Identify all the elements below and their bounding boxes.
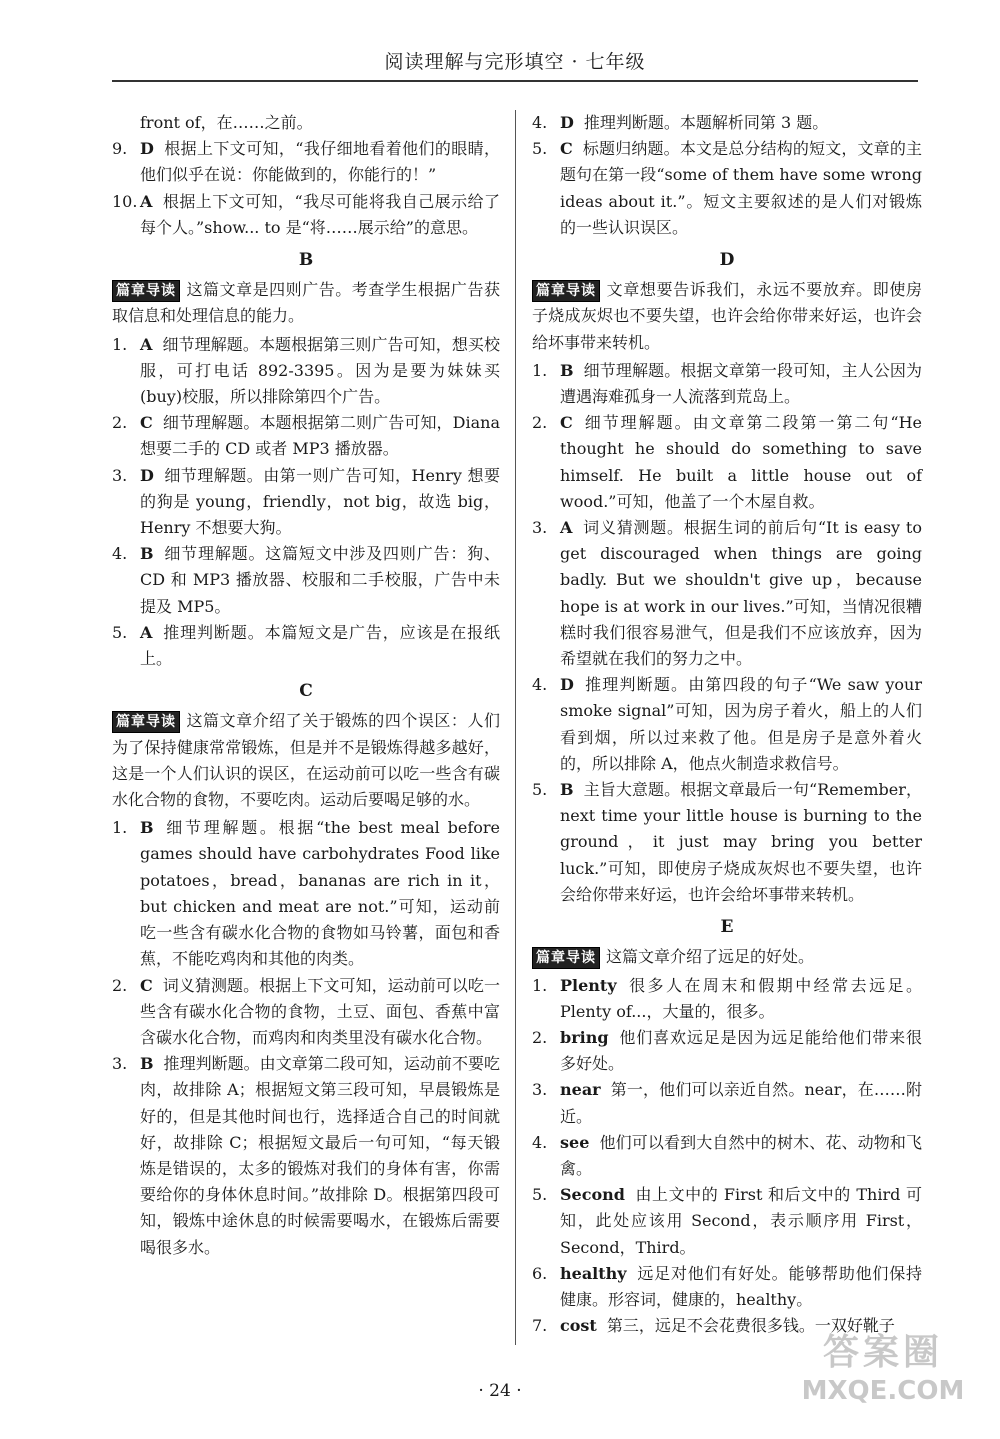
- answer-item: [532, 1025, 922, 1077]
- answer-item: [112, 815, 500, 972]
- answer-item: [532, 1261, 922, 1313]
- guide-badge: 篇章导读: [532, 280, 600, 302]
- item-answer: see: [560, 1132, 590, 1152]
- items-e: [532, 973, 922, 1340]
- guide-text: 这篇文章介绍了关于锻炼的四个误区：人们为了保持健康常常锻炼，但是并不是锻炼得越多越好，这是一个人们认识的误区，在运动前可以吃一些含有碳水化合物的食物，不要吃肉。运动后要喝足够的水。: [112, 711, 500, 810]
- answer-item: [532, 136, 922, 241]
- item-explanation: 由上文中的 First 和后文中的 Third 可知，此处应该用 Second，表示顺序用 First，Second，Third。: [560, 1185, 922, 1257]
- item-answer: B: [140, 1054, 154, 1074]
- item-explanation: 第一，他们可以亲近自然。near，在……附近。: [560, 1080, 922, 1126]
- answer-item: [112, 1051, 500, 1261]
- item-answer: B: [140, 818, 154, 838]
- item-explanation: 主旨大意题。根据文章最后一句“Remember，next time your little house is burning to the ground，it just may bring you better luck.”可知，即使房子烧成灰烬也不要失望，也许会给你带来好运，也许会给坏事带来转机。: [560, 780, 922, 904]
- section-heading-c: C: [299, 681, 313, 702]
- item-answer: D: [560, 113, 574, 132]
- item-number: 3.: [112, 1054, 128, 1074]
- item-answer: Second: [560, 1185, 625, 1205]
- answer-item: [532, 777, 922, 908]
- item-answer: A: [560, 518, 573, 538]
- guide-badge: 篇章导读: [532, 947, 600, 969]
- answer-item: [532, 1077, 922, 1129]
- item-explanation: 第三，远足不会花费很多钱。一双好靴子: [606, 1316, 895, 1336]
- guide-badge: 篇章导读: [112, 280, 180, 302]
- item-explanation: 细节理解题。根据文章第一段可知，主人公因为遭遇海难孤身一人流落到荒岛上。: [560, 360, 922, 407]
- item-answer: bring: [560, 1027, 609, 1047]
- section-heading-b: B: [298, 250, 314, 271]
- item-number: 2.: [532, 413, 548, 433]
- item-number: 6.: [532, 1263, 548, 1283]
- watermark-text: 答案圈: [822, 1332, 943, 1373]
- item-number: 4.: [532, 1132, 548, 1152]
- item-explanation: 推理判断题。本题解析同第 3 题。: [583, 113, 829, 132]
- guide-b: [112, 277, 500, 329]
- answer-item: [532, 410, 922, 515]
- item-answer: D: [140, 139, 154, 159]
- item-answer: A: [140, 334, 153, 354]
- item-explanation: 细节理解题。由第一则广告可知，Henry 想要的狗是 young，friendly，not big，故选 big，Henry 不想要大狗。: [140, 465, 500, 538]
- answer-item: [112, 332, 500, 411]
- item-answer: B: [560, 360, 574, 380]
- item-explanation: 他们可以看到大自然中的树木、花、动物和飞禽。: [560, 1132, 922, 1178]
- watermark-url: MXQE.COM: [801, 1376, 965, 1406]
- item-answer: C: [140, 975, 153, 995]
- guide-text: 这篇文章是四则广告。考查学生根据广告获取信息和处理信息的能力。: [112, 280, 500, 326]
- item-explanation: 根据上下文可知，“我仔细地看着他们的眼睛，他们似乎在说：你能做到的，你能行的！”: [140, 139, 500, 185]
- item-number: 4.: [532, 113, 548, 132]
- item-explanation: 他们喜欢远足是因为远足能给他们带来很多好处。: [560, 1027, 922, 1074]
- items-d: [532, 358, 922, 908]
- item-number: 5.: [532, 1185, 548, 1205]
- item-answer: Plenty: [560, 975, 617, 995]
- answer-item: [532, 358, 922, 410]
- watermark-logo: [788, 1331, 978, 1421]
- guide-text: 这篇文章介绍了远足的好处。: [606, 947, 815, 967]
- item-explanation: 细节理解题。由文章第二段第一第二句“He thought he should do something to save himself. He built a little house out of wood.”可知，他盖了一个木屋自救。: [560, 413, 922, 511]
- answer-item: [112, 463, 500, 542]
- guide-badge: 篇章导读: [112, 711, 180, 733]
- guide-d: [532, 277, 922, 356]
- answer-item: [112, 410, 500, 462]
- answer-item: [112, 620, 500, 672]
- answer-item: [532, 672, 922, 777]
- right-column: [532, 110, 922, 1339]
- header-title: 阅读理解与完形填空 · 七年级: [384, 51, 646, 73]
- item-explanation: 推理判断题。由第四段的句子“We saw your smoke signal”可知，因为房子着火，船上的人们看到烟，所以过来救了他。但是房子是意外着火的，所以排除 A，他点火制造求救信号。: [560, 675, 922, 773]
- item-explanation: 根据上下文可知，“我尽可能将我自己展示给了每个人。”show... to 是“将……展示给”的意思。: [140, 191, 500, 237]
- item-number: 9.: [112, 139, 128, 159]
- item-explanation: 细节理解题。这篇短文中涉及四则广告：狗、CD 和 MP3 播放器、校服和二手校服，广告中未提及 MP5。: [140, 544, 500, 616]
- item-answer: cost: [560, 1316, 597, 1336]
- items-a: [112, 136, 500, 241]
- guide-e: [532, 944, 922, 970]
- item-explanation: 远足对他们有好处。能够帮助他们保持健康。形容词，健康的，healthy。: [560, 1263, 922, 1309]
- item-number: 1.: [532, 360, 548, 380]
- item-number: 4.: [112, 544, 128, 564]
- item-number: 5.: [532, 780, 548, 800]
- item-explanation: 词义猜测题。根据上下文可知，运动前可以吃一些含有碳水化合物的食物，土豆、面包、香蕉中富含碳水化合物，而鸡肉和肉类里没有碳水化合物。: [140, 975, 500, 1047]
- answer-item: [532, 515, 922, 672]
- item-explanation: 很多人在周末和假期中经常去远足。Plenty of...，大量的，很多。: [560, 975, 922, 1021]
- item-number: 2.: [532, 1027, 548, 1047]
- item-number: 3.: [532, 1080, 548, 1100]
- item-answer: C: [140, 413, 153, 433]
- items-c: [112, 815, 500, 1260]
- item-number: 3.: [112, 465, 128, 485]
- item-number: 2.: [112, 975, 128, 995]
- column-divider: [515, 110, 516, 1345]
- item-explanation: 标题归纳题。本文是总分结构的短文，文章的主题句在第一段“some of them have some wrong ideas about it.”。短文主要叙述的是人们对锻炼的一些认识误区。: [560, 139, 922, 237]
- item-explanation: 词义猜测题。根据生词的前后句“It is easy to get discouraged when things are going badly. But we shouldn't give up，because hope is at work in our lives.”可知，当情况很糟糕时我们很容易泄气，但是我们不应该放弃，因为希望就在我们的努力之中。: [560, 518, 922, 669]
- item-answer: near: [560, 1080, 601, 1100]
- item-number: 5.: [112, 622, 128, 642]
- answer-item: [532, 110, 922, 136]
- running-header: [112, 44, 918, 82]
- item-number: 2.: [112, 413, 128, 433]
- item-answer: C: [560, 413, 573, 433]
- continued-text: front of，在……之前。: [140, 113, 313, 132]
- item-answer: A: [140, 191, 153, 211]
- item-number: 1.: [112, 818, 128, 838]
- item-number: 10.: [112, 191, 138, 211]
- item-answer: A: [140, 622, 153, 642]
- item-answer: B: [560, 780, 574, 800]
- item-number: 7.: [532, 1316, 548, 1336]
- item-answer: C: [560, 139, 573, 159]
- answer-item: [112, 541, 500, 620]
- item-number: 5.: [532, 139, 548, 159]
- item-number: 1.: [532, 975, 548, 995]
- left-column: [112, 110, 500, 1261]
- item-explanation: 推理判断题。本篇短文是广告，应该是在报纸上。: [140, 622, 500, 669]
- answer-item: [112, 189, 500, 241]
- guide-c: [112, 708, 500, 813]
- page-number: · 24 ·: [478, 1381, 522, 1401]
- item-answer: healthy: [560, 1263, 627, 1283]
- item-answer: D: [560, 675, 574, 695]
- section-heading-e: E: [720, 917, 734, 938]
- item-answer: D: [140, 465, 154, 485]
- item-explanation: 推理判断题。由文章第二段可知，运动前不要吃肉，故排除 A；根据短文第三段可知，早晨锻炼是好的，但是其他时间也行，选择适合自己的时间就好，故排除 C；根据短文最后一句可知，“每天锻炼是错误的，太多的锻炼对我们的身体有害，你需要给你的身体休息时间。”故排除 D。根据第四段可知，锻炼中途休息的时候需要喝水，在锻炼后需要喝很多水。: [140, 1054, 500, 1257]
- item-explanation: 细节理解题。根据“the best meal before games should have carbohydrates Food like potatoes，bread，bananas are rich in it，but chicken and meat are not.”可知，运动前吃一些含有碳水化合物的食物如马铃薯，面包和香蕉，不能吃鸡肉和其他的肉类。: [140, 818, 500, 969]
- guide-text: 文章想要告诉我们，永远不要放弃。即使房子烧成灰烬也不要失望，也许会给你带来好运，也许会给坏事带来转机。: [532, 280, 922, 352]
- answer-item: [532, 1130, 922, 1182]
- item-number: 4.: [532, 675, 548, 695]
- answer-item: [532, 1182, 922, 1261]
- answer-item: [532, 973, 922, 1025]
- item-number: 1.: [112, 334, 128, 354]
- answer-item: [112, 973, 500, 1052]
- item-answer: B: [140, 544, 154, 564]
- item-explanation: 细节理解题。本题根据第三则广告可知，想买校服，可打电话 892-3395。因为是要为妹妹买(buy)校服，所以排除第四个广告。: [140, 334, 500, 407]
- section-heading-d: D: [719, 250, 735, 271]
- answer-item: [112, 136, 500, 188]
- items-b: [112, 332, 500, 673]
- items-c2: [532, 110, 922, 241]
- item-explanation: 细节理解题。本题根据第二则广告可知，Diana 想要二手的 CD 或者 MP3 播放器。: [140, 413, 500, 459]
- item-number: 3.: [532, 518, 548, 538]
